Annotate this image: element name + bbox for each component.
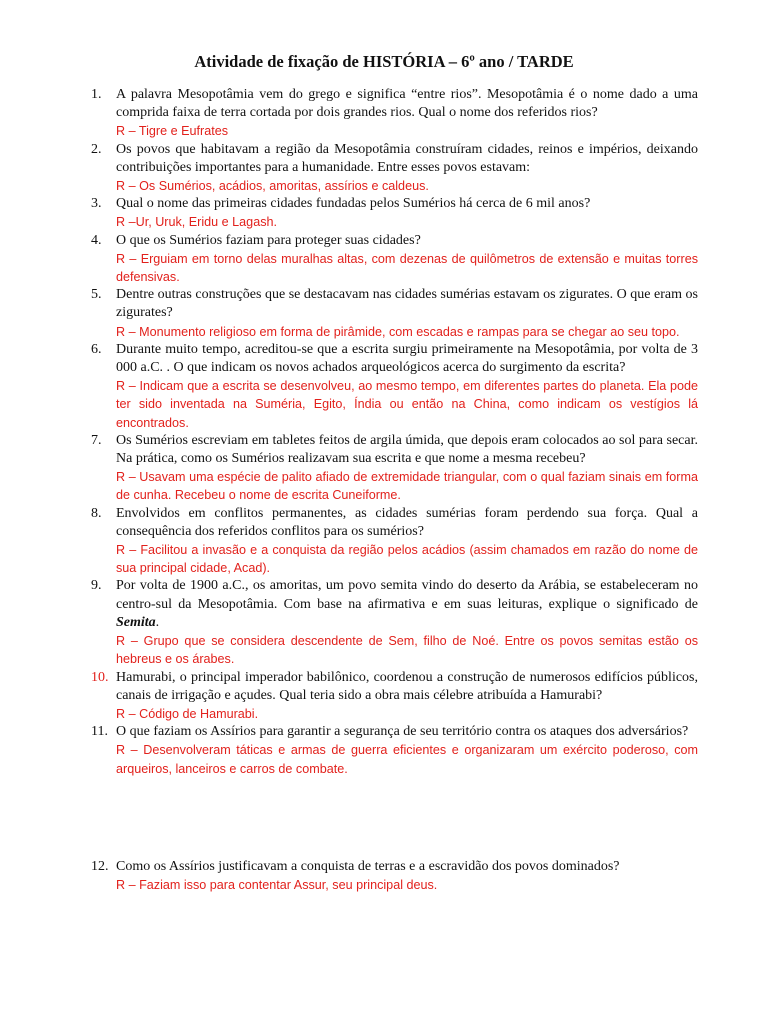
question-item (91, 577, 698, 668)
answer-text: R –Ur, Uruk, Eridu e Lagash. (116, 215, 277, 230)
question-item (91, 669, 698, 724)
question-text-end: . (155, 614, 160, 630)
question-number: 7. (91, 432, 102, 448)
question-item (91, 232, 698, 287)
question-number: 11. (91, 724, 108, 740)
question-item (91, 858, 698, 894)
answer-text: R – Os Sumérios, acádios, amoritas, assírios e caldeus. (116, 179, 429, 194)
question-number: 9. (91, 578, 102, 594)
answer-text: R – Desenvolveram táticas e armas de guerra eficientes e organizaram um exército poderoso, com arqueiros, lanceiros e carros de combate. (116, 743, 698, 776)
question-item (91, 286, 698, 341)
question-text: Os povos que habitavam a região da Mesopotâmia construíram cidades, reinos e impérios, deixando contribuições importantes para a humanidade. Entre esses povos estavam: (116, 141, 698, 175)
question-number: 6. (91, 341, 102, 357)
answer-text: R – Erguiam em torno delas muralhas altas, com dezenas de quilômetros de extensão e muitas torres defensivas. (116, 251, 698, 285)
question-text: Hamurabi, o principal imperador babilônico, coordenou a construção de numerosos edifícios públicos, canais de irrigação e açudes. Qual teria sido a obra mais célebre atribuída a Hamurabi? (116, 669, 698, 703)
question-item (91, 86, 698, 141)
question-text: Durante muito tempo, acreditou-se que a escrita surgiu primeiramente na Mesopotâmia, por volta de 3 000 a.C. . O que indicam os novos achados arqueológicos acerca do surgimento da escrita? (116, 341, 698, 376)
question-text: Os Sumérios escreviam em tabletes feitos de argila úmida, que depois eram colocados ao sol para secar. Na prática, como os Sumérios realizavam sua escrita e que nome a mesma recebeu? (116, 432, 698, 467)
answer-text: R – Monumento religioso em forma de pirâmide, com escadas e rampas para se chegar ao seu topo. (116, 324, 680, 339)
question-number: 2. (91, 141, 102, 157)
question-list (0, 86, 768, 894)
answer-text: R – Tigre e Eufrates (116, 124, 228, 139)
question-number: 1. (91, 87, 102, 102)
question-text (116, 577, 698, 632)
blank-space (0, 778, 768, 858)
question-item (91, 723, 698, 778)
question-item (91, 505, 698, 578)
answer-text: R – Usavam uma espécie de palito afiado de extremidade triangular, com o qual faziam sinais em forma de cunha. Recebeu o nome de escrita Cuneiforme. (116, 470, 698, 503)
page-title: Atividade de fixação de HISTÓRIA – 6º ano / TARDE (194, 52, 574, 71)
question-text: Dentre outras construções que se destacavam nas cidades sumérias estavam os zigurates. O que eram os zigurates? (116, 287, 698, 321)
question-number: 5. (91, 287, 102, 303)
question-item (91, 195, 698, 231)
answer-text: R – Faziam isso para contentar Assur, seu principal deus. (116, 877, 438, 892)
question-text: Envolvidos em conflitos permanentes, as cidades sumérias foram perdendo sua força. Qual a consequência dos referidos conflitos para os sumérios? (116, 505, 698, 539)
answer-text: R – Grupo que se considera descendente de Sem, filho de Noé. Entre os povos semitas estão os hebreus e os árabes. (116, 634, 698, 667)
answer-text: R – Indicam que a escrita se desenvolveu, ao mesmo tempo, em diferentes partes do planeta. Ela pode ter sido inventada na Suméria, Egito, Índia ou então na China, como indicam os vestígios lá encontrados. (116, 379, 698, 430)
question-text: Como os Assírios justificavam a conquista de terras e a escravidão dos povos dominados? (116, 858, 620, 874)
question-item (91, 141, 698, 196)
question-text-start: Por volta de 1900 a.C., os amoritas, um povo semita vindo do deserto da Arábia, se estabeleceram no centro-sul da Mesopotâmia. Com base na afirmativa e em suas leituras, explique o significado de (116, 578, 698, 612)
question-item (91, 432, 698, 505)
question-number: 12. (91, 858, 109, 874)
question-text: A palavra Mesopotâmia vem do grego e significa “entre rios”. Mesopotâmia é o nome dado a uma comprida faixa de terra cortada por dois grandes rios. Qual o nome dos referidos rios? (116, 87, 698, 121)
answer-text: R – Facilitou a invasão e a conquista da região pelos acádios (assim chamados em razão do nome de sua principal cidade, Acad). (116, 543, 698, 576)
emphasized-term: Semita (116, 614, 156, 630)
question-text: O que os Sumérios faziam para proteger suas cidades? (116, 232, 421, 248)
question-text: O que faziam os Assírios para garantir a segurança de seu território contra os ataques dos adversários? (116, 724, 689, 740)
question-number: 4. (91, 232, 102, 248)
question-text: Qual o nome das primeiras cidades fundadas pelos Sumérios há cerca de 6 mil anos? (116, 196, 591, 212)
question-number: 3. (91, 196, 102, 212)
question-number: 8. (91, 505, 102, 521)
question-number: 10. (91, 669, 109, 685)
answer-text: R – Código de Hamurabi. (116, 706, 259, 721)
question-item (91, 341, 698, 432)
